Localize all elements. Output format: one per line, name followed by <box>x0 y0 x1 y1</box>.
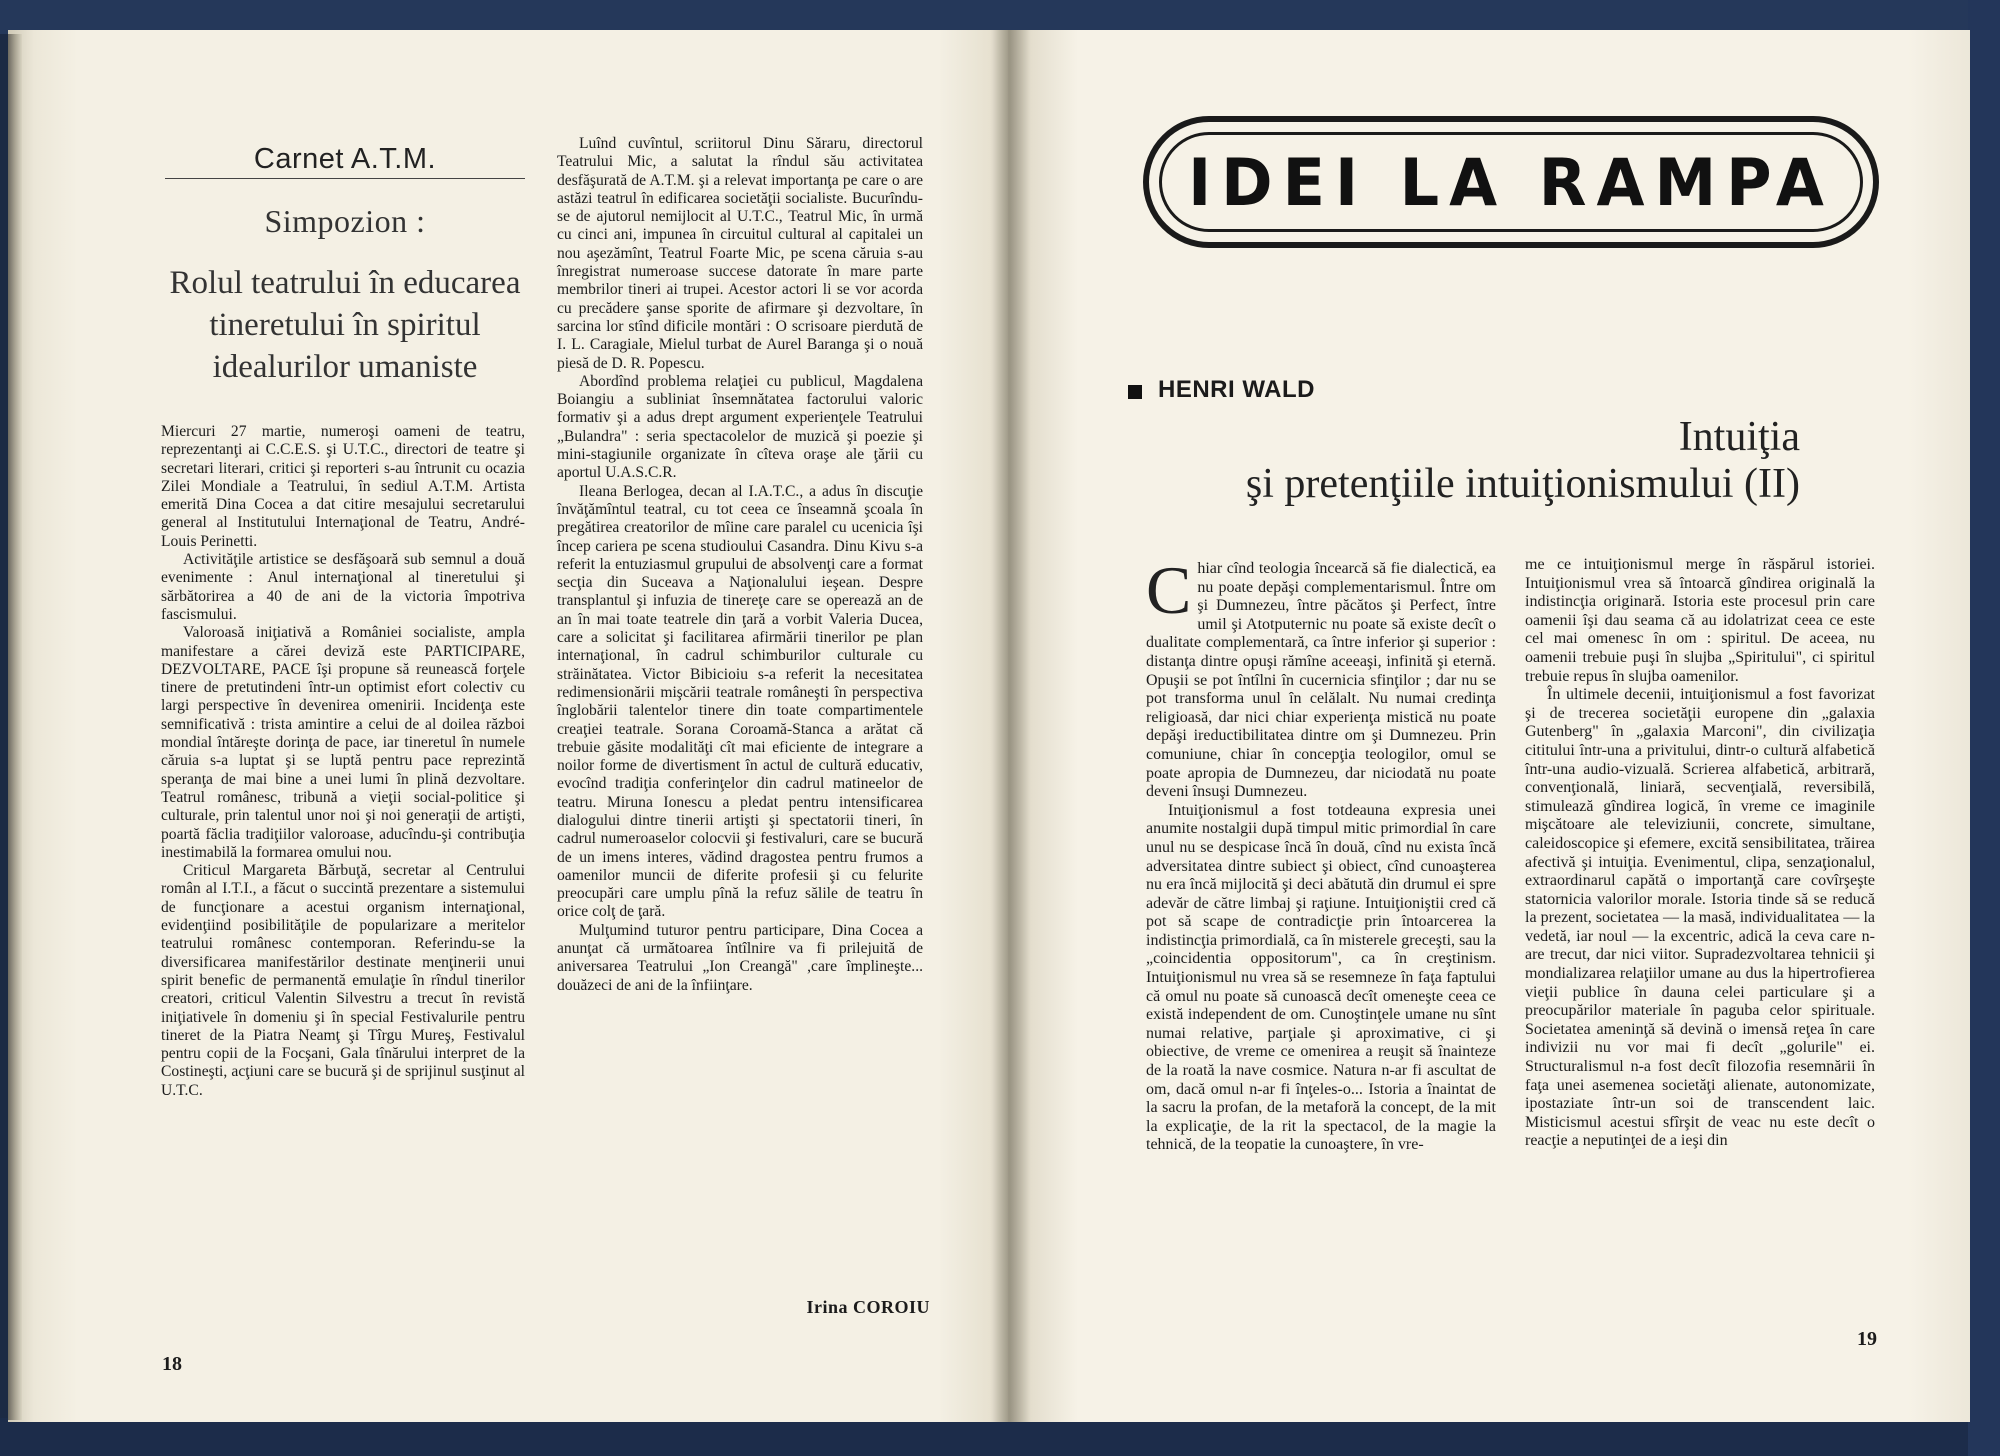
paragraph: Activităţile artistice se desfăşoară sub semnul a două evenimente : Anul internaţional al tineretului şi sărbătorirea a 40 de ani de la victoria împotriva fascismului. <box>161 551 525 623</box>
article-headline: Rolul teatrului în educarea tineretului în spiritul idealurilor umaniste <box>169 265 521 385</box>
paragraph: În ultimele decenii, intuiţionismul a fost favorizat şi de trecerea societăţii europene din „galaxia Gutenberg" în „galaxia Marconi", din civilizaţia cititului într-una a privitului, dintr-o cultură alfabetică într-una audio-vizuală. Scrierea alfabetică, arbitrară, convenţională, liniară, secvenţială, reversibilă, stimulează gîndirea logică, în vreme ce imaginile mişcătoare ale televiziunii, concrete, simultane, caleidoscopice şi efemere, excită sensibilitatea, trăirea afectivă şi intuiţia. Evenimentul, clipa, senzaţionalul, extraordinarul capătă o importanţă care covîrşeşte statornicia valorilor morale. Istoria tinde să se reducă la prezent, societatea — la masă, individualitatea — la vedetă, iar noul — la excentric, adică la ceva care n-are trecut, dar nici viitor. Supradezvoltarea tehnicii şi mondializarea relaţiilor umane au dus la hipertrofierea vieţii publice în dauna celei particulare şi a preocupărilor materiale în paguba celor spirituale. Societatea ameninţă să devină o imensă reţea în care indivizii nu vor mai fi decît „golurile" ei. Structuralismul n-a fost decît filozofia resemnării în faţa unei asemenea societăţi alienate, autonomizate, ipostaziate într-un soi de transcendent laic. Misticismul acestui sfîrşit de veac nu este decît o reacţie a neputinţei de a ieşi din <box>1525 686 1875 1150</box>
paragraph: Miercuri 27 martie, numeroşi oameni de teatru, reprezentanţi ai C.C.E.S. şi U.T.C., directori de teatre şi secretari literari, critici şi reporteri s-au întrunit cu ocazia Zilei Mondiale a Teatrului, în sediul A.T.M. Artista emerită Dina Cocea a dat citire mesajului secretarului general al Institutului Internaţional de Teatru, André-Louis Perinetti. <box>161 423 525 550</box>
paragraph <box>1146 552 1496 802</box>
section-rule <box>165 178 525 179</box>
left-column-2 <box>557 135 923 995</box>
paragraph: Criticul Margareta Bărbuţă, secretar al Centrului român al I.T.I., a făcut o succintă prezentare a sistemului de funcţionare a acestui organism internaţional, evidenţiind posibilităţile de popularizare a meritelor teatrului românesc contemporan. Referindu-se la diversificarea manifestărilor destinate menţinerii unui spirit benefic de permanentă emulaţie în rîndul tinerilor creatori, criticul Valentin Silvestru a trecut în revistă iniţiativele în domeniu şi în special Festivalurile pentru tineret de la Piatra Neamţ şi Tîrgu Mureş, Festivalul pentru copii de la Focşani, Gala tînărului interpret de la Costineşti, acţiuni care se bucură şi de sprijinul susţinut al U.T.C. <box>161 862 525 1099</box>
paragraph: Mulţumind tuturor pentru participare, Dina Cocea a anunţat că următoarea întîlnire va fi prilejuită de aniversarea Teatrului „Ion Creangă" ,care împlineşte... douăzeci de ani de la înfiinţare. <box>557 921 923 994</box>
article-title-line-1: Intuiţia <box>1678 414 1800 460</box>
paragraph-text: hiar cînd teologia încearcă să fie dialectică, ea nu poate depăşi complementarismul. Între om şi Dumnezeu, între păcătos şi Perfect, între umil şi Atotputernic nu poate să existe decît o dualitate complementară, ca între inferior şi superior : distanţa dintre opuşi rămîne aceeaşi, infinită şi eternă. Opuşii se pot întîlni în cucernicia sfinţilor ; dar nu se pot transforma unul în celălalt. Nu numai credinţa religioasă, dar nici chiar experienţa mistică nu poate depăşi ireductibilitatea dintre om şi Dumnezeu. Prin comuniune, chiar în concepţia teologilor, omul se poate apropia de Dumnezeu, dar niciodată nu poate deveni însuşi Dumnezeu. <box>1146 560 1496 801</box>
page-number-right: 19 <box>1857 1328 1877 1350</box>
author-name: HENRI WALD <box>1158 376 1315 403</box>
right-column-1 <box>1146 552 1496 1155</box>
section-title: Carnet A.T.M. <box>253 143 437 175</box>
author-bullet-icon <box>1128 385 1142 399</box>
article-title-line-2: şi pretenţiile intuiţionismului (II) <box>1245 461 1800 507</box>
paragraph: Valoroasă iniţiativă a României socialiste, ampla manifestare a cărei deviză este PARTICIPARE, DEZVOLTARE, PACE îşi propune să reunească forţele tinere de pretutindeni într-un optimist efort colectiv cu largi perspective în devenirea omenirii. Incidenţa este semnificativă : trista amintire a celui de al doilea război mondial întăreşte dorinţa de pace, iar tineretul în numele căruia s-a luptat şi se luptă pentru pace reprezintă speranţa de mai bine a unei lumi în plină dezvoltare. Teatrul românesc, tribună a vieţii social-politice şi culturale, prin talentul unor noi şi noi generaţii de artişti, poartă făclia tradiţiilor valoroase, aducîndu-şi contribuţia inestimabilă la formarea omului nou. <box>161 624 525 861</box>
right-column-2 <box>1525 556 1875 1151</box>
paragraph: Abordînd problema relaţiei cu publicul, Magdalena Boiangiu a subliniat însemnătatea factorului valoric formativ şi a adus drept argument experienţele Teatrului „Bulandra" : seria spectacolelor de muzică şi poezie şi mini-stagiunile organizate în cîteva oraşe ale ţării cu aportul U.A.S.C.R. <box>557 372 923 482</box>
rubric-banner <box>1143 116 1879 248</box>
author-signature: Irina COROIU <box>806 1297 930 1317</box>
paragraph: Ileana Berlogea, decan al I.A.T.C., a adus în discuţie învăţămîntul teatral, cu tot ceea ce înseamnă şcoala în pregătirea creatorilor de mîine care paralel cu ucenicia îşi încep cariera pe scena studioului Casandra. Dinu Kivu s-a referit la entuziasmul grupului de absolvenţi care a format secţia din Suceava a Naţionalului ieşean. Despre transplantul şi infuzia de tinereţe care se operează an de an în mai toate teatrele din ţară a vorbit Valeria Ducea, care a solicitat şi facilitarea afirmării tinerilor pe plan internaţional, în cadrul schimburilor culturale cu străinătatea. Victor Bibicioiu s-a referit la necesitatea redimensionării mişcării teatrale româneşti în perspectiva înglobării talentelor tinere din toate compartimentele creaţiei teatrale. Sorana Coroamă-Stanca a arătat că trebuie găsite modalităţi cît mai eficiente de integrare a noilor forme de divertisment în actul de cultură educativ, evocînd tradiţia conferinţelor din cadrul matineelor de teatru. Miruna Ionescu a pledat pentru intensificarea dialogului dintre tinerii artişti şi spectatorii tineri, în cadrul numeroaselor colocvii şi festivaluri, care se bucură de un imens interes, vădind dragostea pentru frumos a oamenilor muncii de diferite profesii şi cu felurite preocupări care umplu pînă la refuz sălile de teatru în orice colţ de ţară. <box>557 482 923 921</box>
drop-cap: C <box>1146 552 1192 628</box>
page-stack-edge <box>8 34 22 1420</box>
left-column-1 <box>161 423 525 1100</box>
rubric-banner-inner <box>1159 132 1863 232</box>
kicker: Simpozion : <box>264 203 426 239</box>
page-number-left: 18 <box>162 1353 182 1375</box>
cover-top-edge <box>0 0 2000 34</box>
paragraph: me ce intuiţionismul merge în răspărul istoriei. Intuiţionismul vrea să întoarcă gîndirea originală la indistincţia originară. Istoria este procesul prin care oamenii îşi dau seama că au idolatrizat ceea ce este cel mai omenesc în om : spiritul. De aceea, nu oamenii trebuie puşi în slujba „Spiritului", ci spiritul trebuie repus în slujba oamenilor. <box>1525 556 1875 685</box>
cover-bottom-edge <box>0 1418 2000 1456</box>
spine-gutter-shadow <box>990 30 1030 1422</box>
rubric-banner-text: IDEI LA RAMPA <box>1188 143 1834 221</box>
paragraph: Intuiţionismul a fost totdeauna expresia unei anumite nostalgii după timpul mitic primordial în care unul nu se despicase încă în două, cînd nu exista încă adversitatea dintre subiect şi obiect, cînd cunoaşterea nu era încă mijlocită şi deci abătută din drumul ei spre adevăr de către limbaj şi raţiune. Intuiţioniştii cred că pot să scape de contradicţie prin întoarcerea la indistincţia primordială, ca în misterele greceşti, sau la „coincidentia oppositorum", ca în creştinism. Intuiţionismul nu vrea să se resemneze în faţa faptului că omul nu poate să cunoască decît omeneşte ceea ce există independent de om. Cunoştinţele umane nu sînt numai relative, parţiale şi aproximative, ci şi obiective, de vreme ce omenirea a reuşit să înainteze de la roată la nave cosmice. Natura n-ar fi ascultat de om, dacă omul n-ar fi înţeles-o... Istoria a înaintat de la sacru la profan, de la metaforă la concept, de la mit la explicaţie, de la rit la spectacol, de la magie la tehnică, de la teopatie la cunoaştere, în vre- <box>1146 801 1496 1154</box>
cover-right-edge <box>1968 0 2000 1456</box>
paragraph: Luînd cuvîntul, scriitorul Dinu Săraru, directorul Teatrului Mic, a salutat la rîndul său activitatea desfăşurată de A.T.M. şi a relevat importanţa pe care o are astăzi teatrul în edificarea societăţii socialiste. Bucurîndu-se de ajutorul nemijlocit al U.T.C., Teatrul Mic, în urmă cu cinci ani, impunea în circuitul cultural al capitalei un nou aşezămînt, Teatrul Foarte Mic, pe scena căruia s-au înregistrat numeroase succese datorate în mare parte membrilor tineri ai trupei. Acestor actori li se vor acorda cu precădere şanse sporite de afirmare şi dezvoltare, în sarcina lor stînd dificile montări : O scrisoare pierdută de I. L. Caragiale, Mielul turbat de Aurel Baranga şi o nouă piesă de D. R. Popescu. <box>557 135 923 372</box>
